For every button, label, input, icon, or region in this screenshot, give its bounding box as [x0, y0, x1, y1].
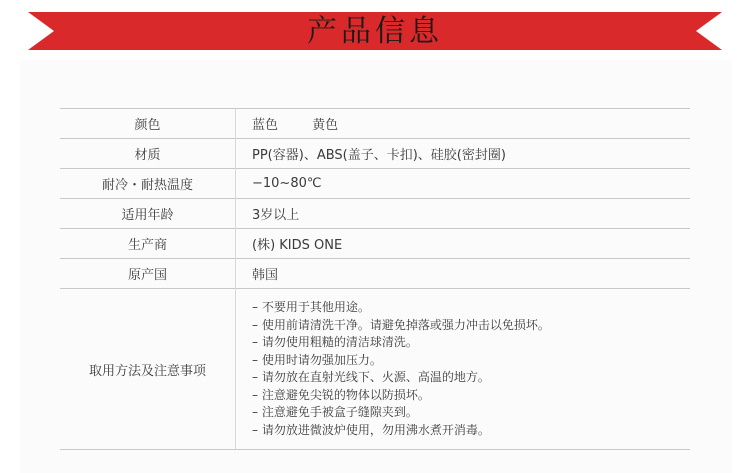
- list-item: – 使用时请勿强加压力。: [252, 352, 382, 367]
- color-option: 蓝色: [252, 118, 279, 133]
- header-banner: [0, 0, 750, 60]
- list-item: – 请勿使用粗糙的清洁球清洗。: [252, 335, 418, 349]
- row-value: 3岁以上: [236, 199, 691, 229]
- row-value: [236, 109, 691, 139]
- row-label: 生产商: [60, 229, 236, 259]
- table-row: [60, 229, 690, 259]
- table-row: [60, 169, 690, 199]
- list-item: – 注意避免手被盒子缝隙夹到。: [252, 405, 418, 419]
- table-row: [60, 289, 690, 450]
- row-label: 颜色: [60, 109, 236, 139]
- table-row: [60, 109, 690, 139]
- list-item: – 不要用于其他用途。: [252, 300, 370, 314]
- list-item: – 使用前请清洗干净。请避免掉落或强力冲击以免损坏。: [252, 317, 550, 332]
- row-label: 取用方法及注意事项: [60, 289, 236, 450]
- table-row: [60, 139, 690, 169]
- list-item: – 请勿放在直射光线下、火源、高温的地方。: [252, 370, 490, 384]
- list-item: – 注意避免尖锐的物体以防损坏。: [252, 387, 430, 402]
- row-label: 原产国: [60, 259, 236, 289]
- row-label: 材质: [60, 139, 236, 169]
- row-value: [236, 289, 691, 450]
- table-row: [60, 259, 690, 289]
- color-option: 黄色: [312, 118, 339, 133]
- row-value: −10~80℃: [236, 169, 691, 199]
- row-label: 适用年龄: [60, 199, 236, 229]
- usage-notes-list: [252, 299, 690, 439]
- row-value: 韩国: [236, 259, 691, 289]
- product-info-table: [60, 108, 690, 450]
- row-value: (株) KIDS ONE: [236, 229, 691, 259]
- row-label: 耐冷・耐热温度: [60, 169, 236, 199]
- page-title: 产品信息: [307, 14, 443, 49]
- list-item: – 请勿放进微波炉使用，勿用沸水煮开消毒。: [252, 422, 490, 437]
- row-value: PP(容器)、ABS(盖子、卡扣)、硅胶(密封圈): [236, 139, 691, 169]
- table-row: [60, 199, 690, 229]
